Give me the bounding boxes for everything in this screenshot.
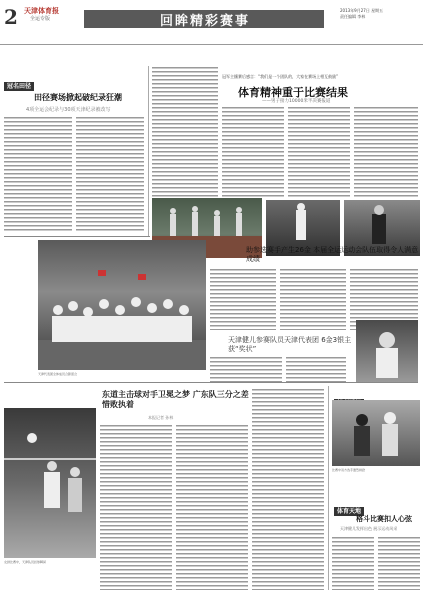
- team-group-photo: [38, 240, 206, 370]
- left-kicker-wrap: [4, 73, 34, 92]
- top-right-col1: [222, 106, 284, 198]
- top-right-col2: [288, 106, 350, 198]
- bottom-left-col2: [176, 424, 248, 590]
- date-line: [340, 8, 420, 20]
- medalist-graphic: [356, 320, 418, 382]
- mid-col2: [280, 268, 346, 330]
- left-article-col2: [76, 116, 144, 232]
- bottom-right-headline: 格斗比赛扣人心弦: [356, 515, 412, 523]
- fighters-graphic: [332, 400, 420, 466]
- bottom-divider: [328, 386, 329, 590]
- bottom-left-headline: 东道主击球对手卫冕之梦 广东队三分之差惜败执着: [102, 390, 249, 409]
- left-subhead: 4项全运会纪录与30项天津纪录被改写: [26, 107, 111, 113]
- fighting-photo: [332, 400, 420, 466]
- middle-headline: 助参选赛手产生26金 本届全运运动会队伍取得令人满意成绩: [246, 246, 419, 263]
- caption-fighting: 比赛中双方选手激烈拼抢: [332, 468, 366, 472]
- bottom-left-col3: [252, 388, 324, 590]
- caption-team: 天津代表团全体成员合影留念: [38, 372, 78, 376]
- bottom-right-col1: [332, 536, 374, 590]
- volleyball-graphic: [4, 408, 96, 558]
- paper-subtitle: 全运专版: [30, 16, 51, 22]
- bottom-right-subhead: 天津健儿发挥出色 展示运动风采: [340, 526, 398, 531]
- column-divider: [148, 66, 149, 236]
- mid-col5: [286, 356, 346, 382]
- left-kicker: 冠名田径: [4, 82, 34, 91]
- page-number: 2: [4, 5, 18, 29]
- bottom-left-col1: [100, 424, 172, 590]
- team-crowd-graphic: [38, 240, 206, 370]
- top-right-col3: [354, 106, 418, 198]
- rule-middle: [4, 382, 418, 383]
- bottom-left-byline: 本报记者 孙林: [148, 415, 174, 420]
- mid-article-col: [152, 66, 218, 216]
- caption-volleyball: 女排比赛中，天津队员扣球瞬间: [4, 560, 47, 564]
- mid-col4: [210, 356, 282, 382]
- medalist-photo: [356, 320, 418, 382]
- bottom-right-kicker2: 体育天地: [334, 507, 364, 516]
- issue-date: 2013年9月27日 星期五: [340, 8, 384, 13]
- section-title: 回眸精彩赛事: [160, 14, 251, 29]
- editor-line: 责任编辑 李林: [340, 14, 366, 19]
- mid-col1: [210, 268, 276, 330]
- top-right-subhead: ——男子接力10000米半决赛报道: [262, 99, 331, 104]
- paper-name: 天津体育报: [24, 7, 59, 15]
- left-article-col1: [4, 116, 72, 232]
- top-right-intro: 冠军主攘赛后感言：“我们是一个团队的，大家在赛场上相互鼓励”: [222, 74, 339, 79]
- rule-left: [4, 236, 150, 237]
- left-headline: 田径赛场掀起破纪录狂潮: [34, 93, 122, 102]
- middle-subheadline: 天津健儿参赛队员天津代表团 6金3银主获“奖状”: [228, 336, 352, 353]
- bottom-right-col2: [378, 536, 420, 590]
- top-right-headline: 体育精神重于比赛结果: [238, 86, 348, 99]
- volleyball-photo: [4, 408, 96, 558]
